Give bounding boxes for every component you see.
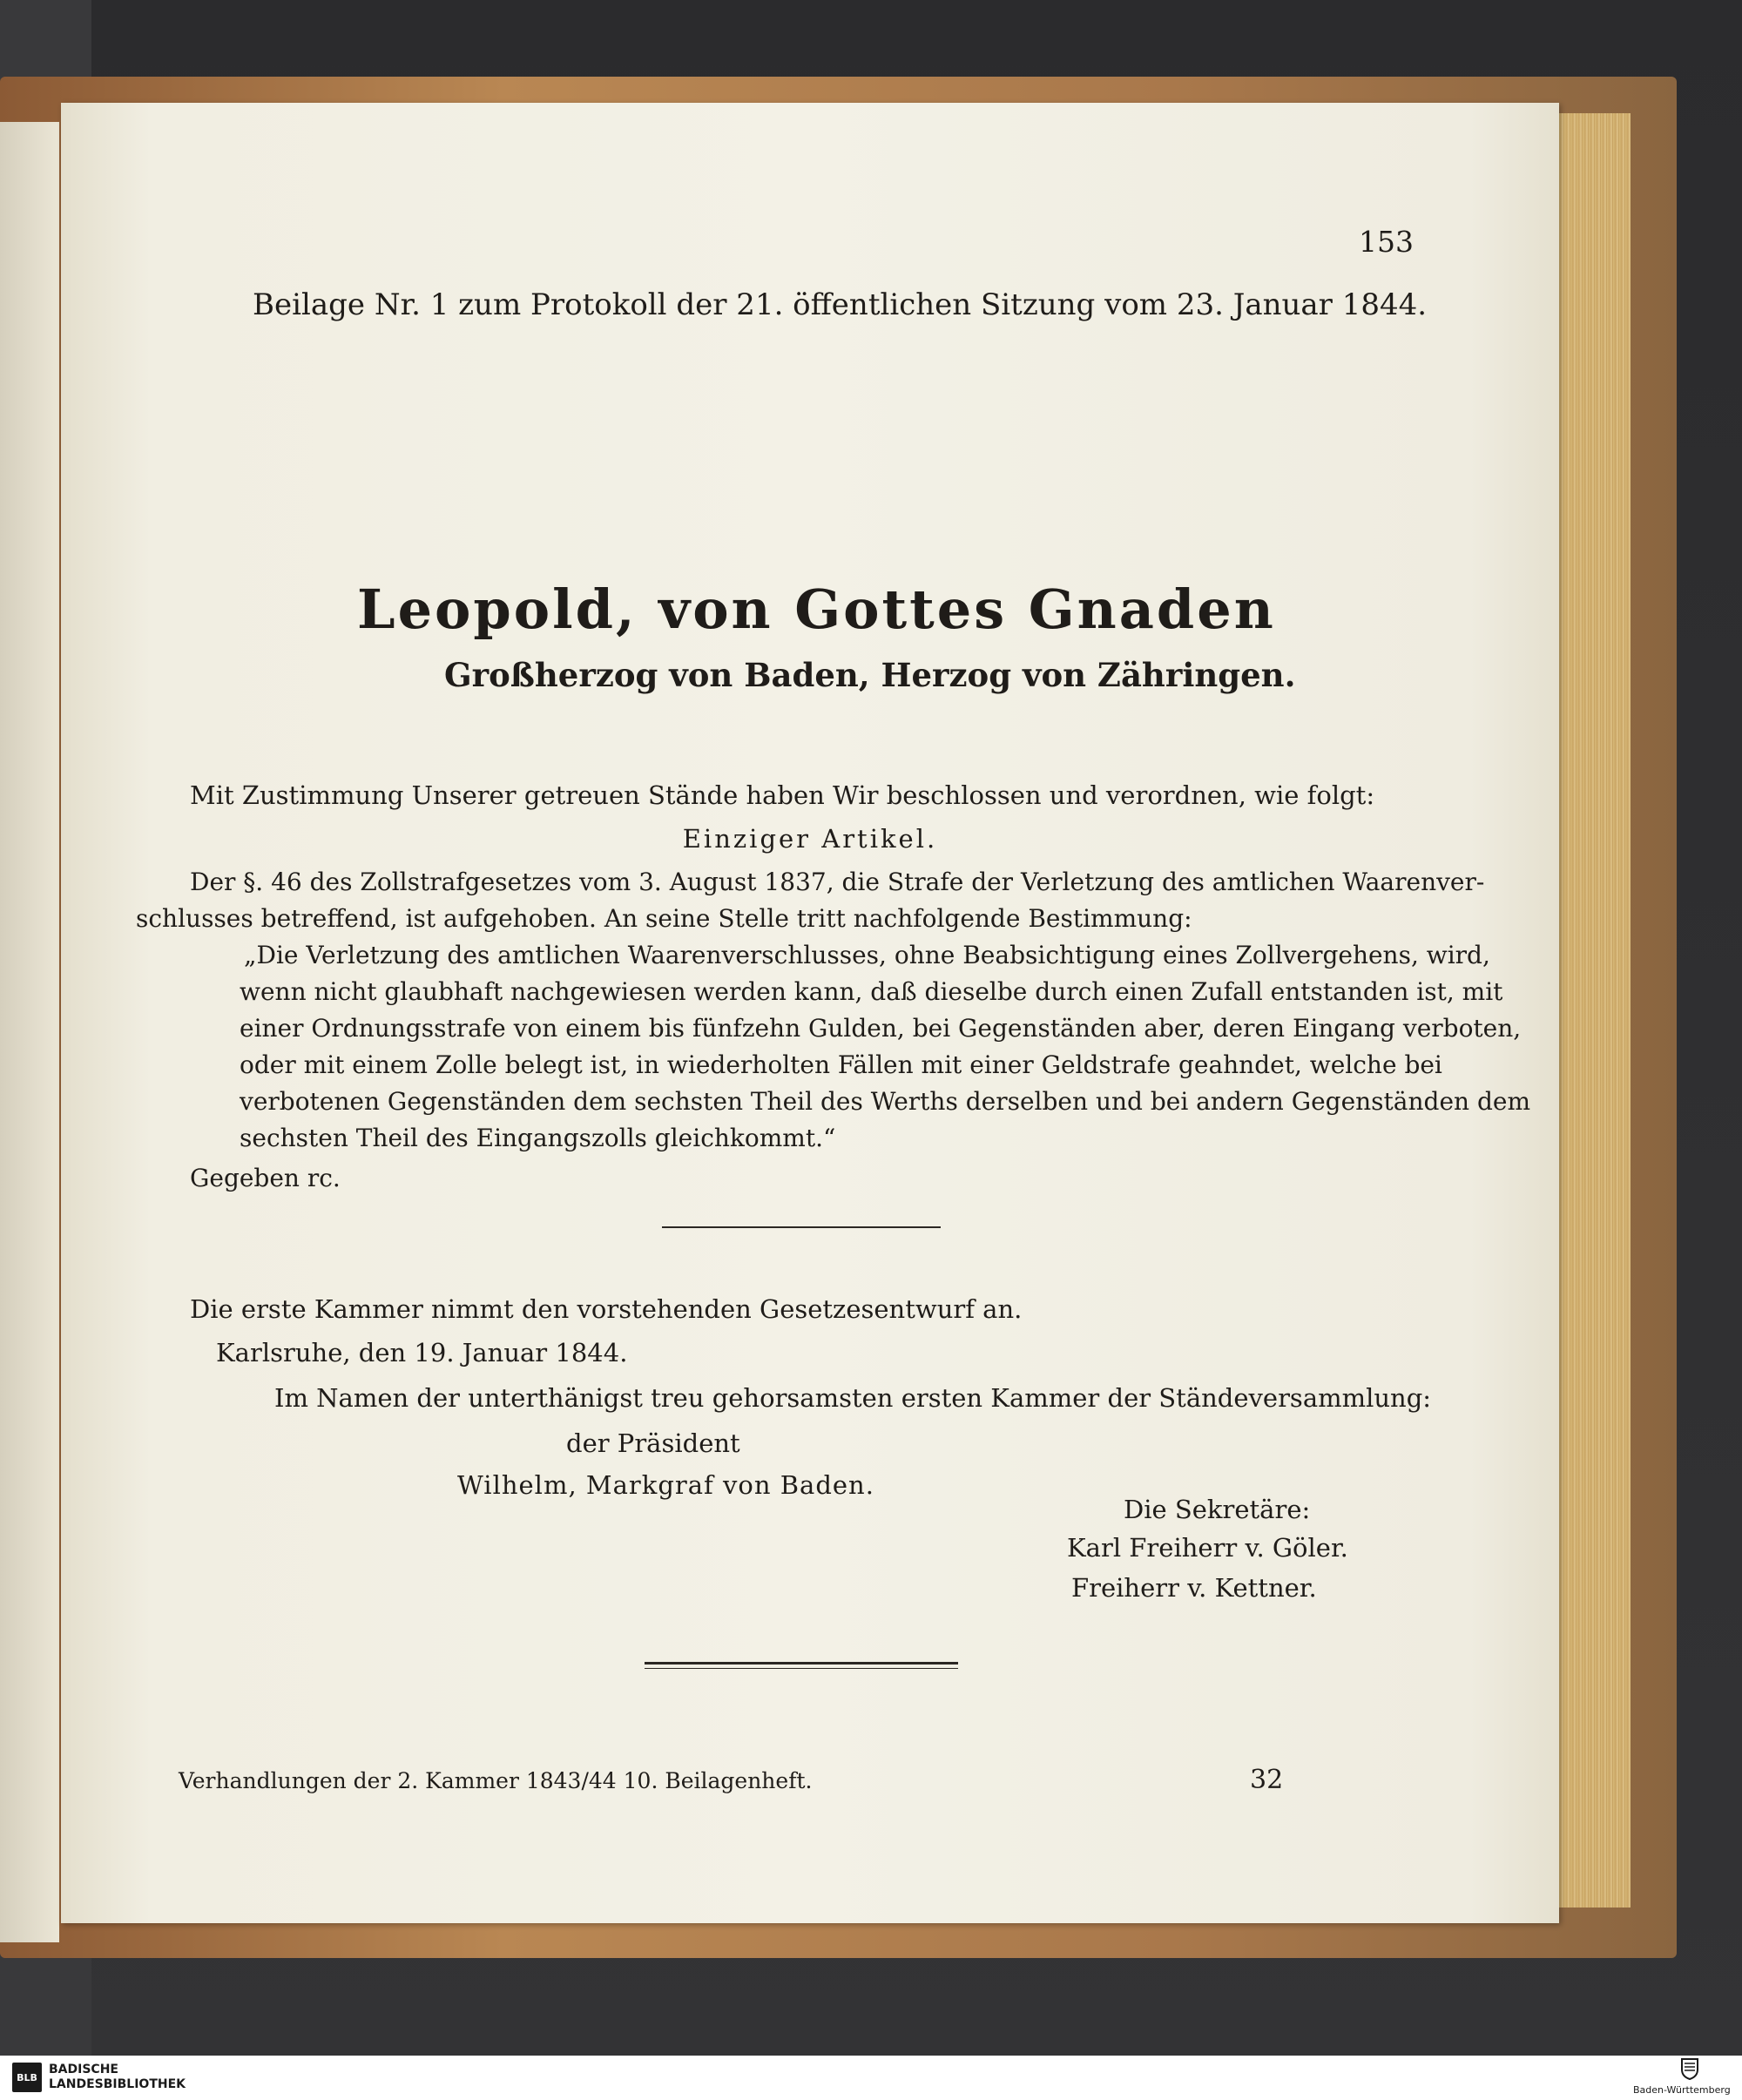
document-page	[61, 103, 1559, 1923]
page-edges	[1550, 113, 1631, 1908]
body-line: verbotenen Gegenständen dem sechsten Theil des Werths derselben und bei andern Gegenständen dem	[240, 1087, 1531, 1116]
facing-page	[0, 122, 59, 1942]
coat-of-arms-icon	[1677, 2057, 1703, 2080]
page-title: Leopold, von Gottes Gnaden	[357, 577, 1276, 641]
im-namen-line: Im Namen der unterthänigst treu gehorsamsten ersten Kammer der Ständeversammlung:	[274, 1383, 1432, 1413]
intro-text: Mit Zustimmung Unserer getreuen Stände haben Wir beschlossen und verordnen, wie folgt:	[190, 780, 1375, 810]
footer-text: Verhandlungen der 2. Kammer 1843/44 10. Beilagenheft.	[179, 1768, 813, 1793]
double-rule	[645, 1662, 958, 1669]
annahme-text: Die erste Kammer nimmt den vorstehenden Gesetzesentwurf an.	[190, 1294, 1023, 1324]
sekretaere-label: Die Sekretäre:	[1124, 1495, 1311, 1524]
body-line: oder mit einem Zolle belegt ist, in wiederholten Fällen mit einer Geldstrafe geahndet, welche bei	[240, 1050, 1442, 1079]
gegeben-text: Gegeben rc.	[190, 1164, 341, 1192]
body-line: sechsten Theil des Eingangszolls gleichkommt.“	[240, 1124, 836, 1152]
body-line: Der §. 46 des Zollstrafgesetzes vom 3. August 1837, die Strafe der Verletzung des amtlichen Waarenver-	[190, 868, 1485, 896]
library-name-line: LANDESBIBLIOTHEK	[49, 2077, 186, 2091]
date-line: Karlsruhe, den 19. Januar 1844.	[216, 1338, 628, 1367]
page-number: 153	[1359, 225, 1414, 259]
body-line: „Die Verletzung des amtlichen Waarenverschlusses, ohne Beabsichtigung eines Zollvergehens, wird,	[244, 941, 1490, 969]
body-line: einer Ordnungsstrafe von einem bis fünfzehn Gulden, bei Gegenständen aber, deren Eingang verboten,	[240, 1014, 1522, 1043]
sekretaer-name: Karl Freiherr v. Göler.	[1067, 1533, 1348, 1563]
body-line: wenn nicht glaubhaft nachgewiesen werden kann, daß dieselbe durch einen Zufall entstanden ist, mit	[240, 977, 1503, 1006]
page-subtitle: Großherzog von Baden, Herzog von Zähringen.	[444, 656, 1296, 694]
library-name[interactable]	[49, 2063, 186, 2092]
divider-rule	[662, 1226, 941, 1228]
praesident-label: der Präsident	[566, 1428, 740, 1458]
library-name-line: BADISCHE	[49, 2063, 118, 2076]
article-heading: Einziger Artikel.	[682, 824, 938, 854]
sekretaer-name: Freiherr v. Kettner.	[1071, 1573, 1317, 1603]
praesident-name: Wilhelm, Markgraf von Baden.	[457, 1470, 874, 1500]
signature-number: 32	[1250, 1765, 1284, 1795]
blb-logo-icon[interactable]: BLB	[12, 2063, 42, 2092]
beilage-header: Beilage Nr. 1 zum Protokoll der 21. öffentlichen Sitzung vom 23. Januar 1844.	[253, 287, 1428, 322]
viewer-footer-bar	[0, 2056, 1742, 2100]
state-name: Baden-Württemberg	[1633, 2084, 1731, 2096]
body-line: schlusses betreffend, ist aufgehoben. An seine Stelle tritt nachfolgende Bestimmung:	[136, 904, 1192, 933]
